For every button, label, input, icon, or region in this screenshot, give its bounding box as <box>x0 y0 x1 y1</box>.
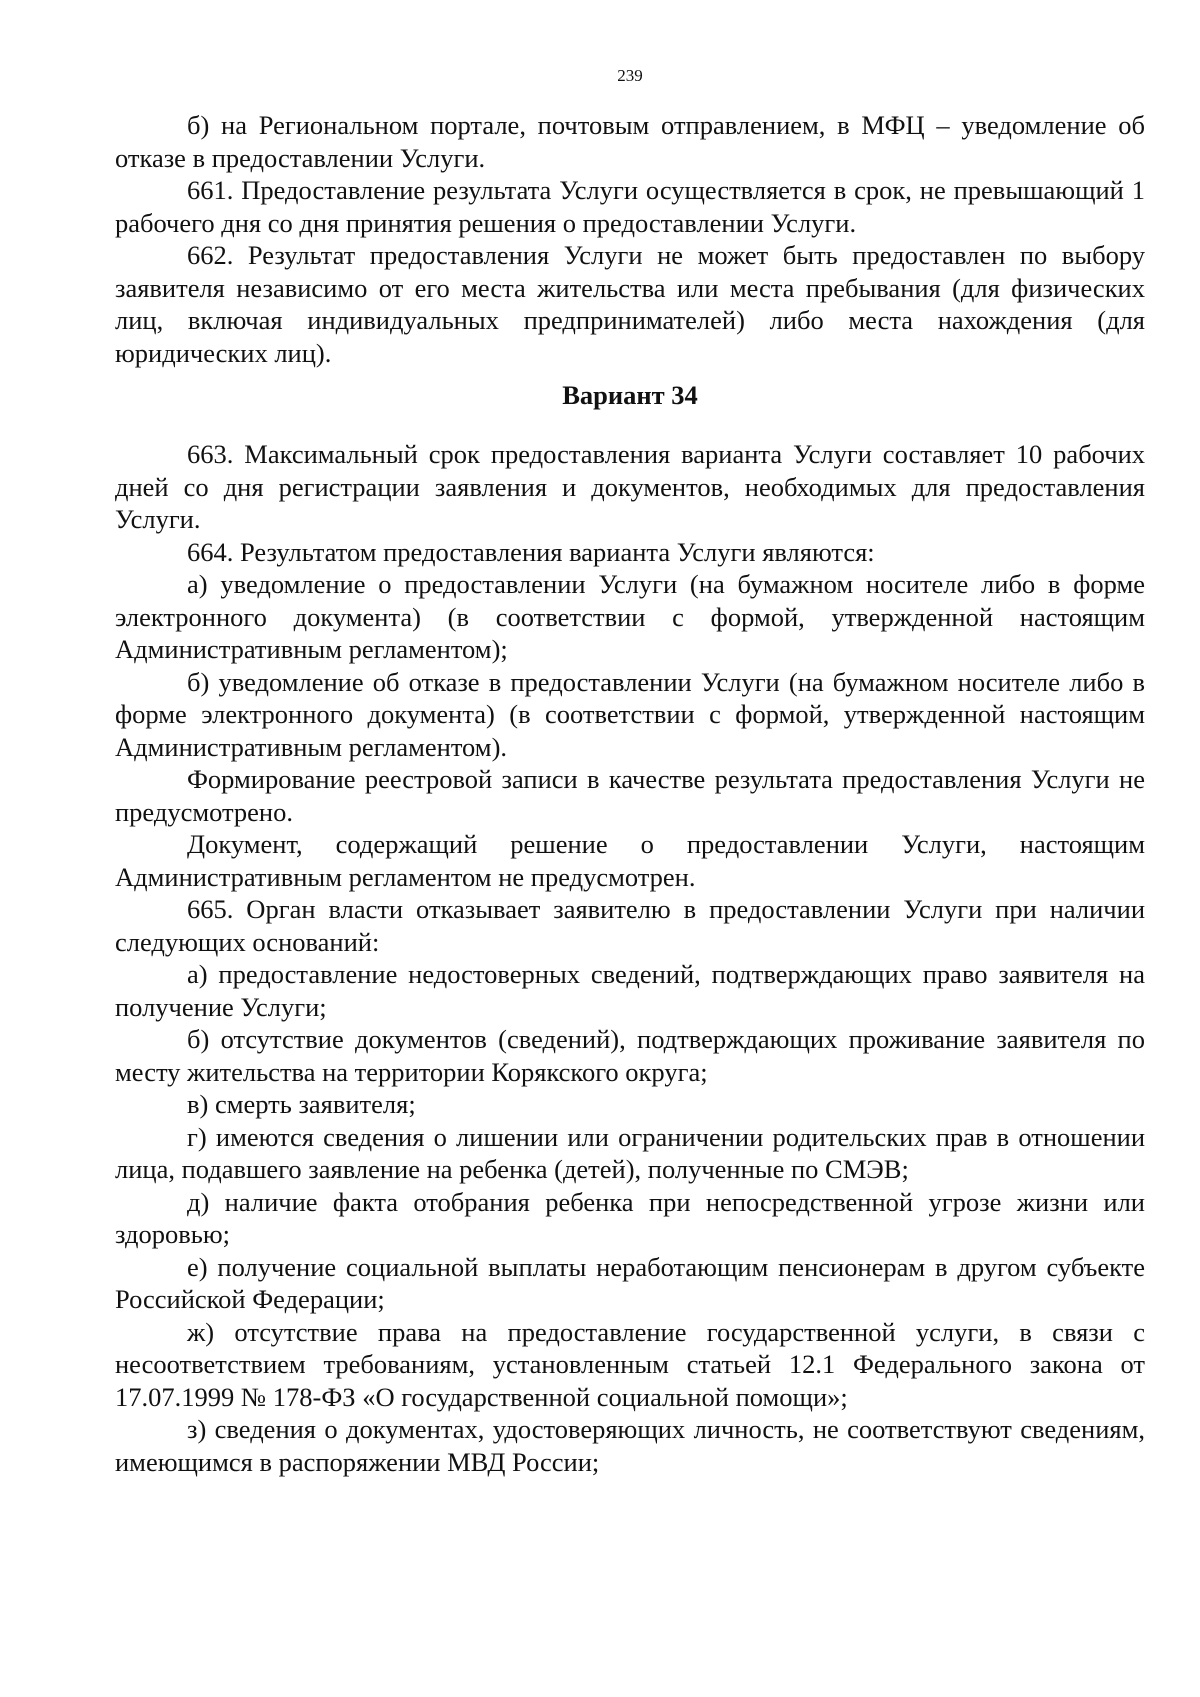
paragraph: з) сведения о документах, удостоверяющих личность, не соответствуют сведениям, имеющимся в распоряжении МВД России; <box>115 1414 1145 1477</box>
paragraph: 661. Предоставление результата Услуги осуществляется в срок, не превышающий 1 рабочего дня со дня принятия решения о предоставлении Услуги. <box>115 175 1145 238</box>
paragraph: а) уведомление о предоставлении Услуги (на бумажном носителе либо в форме электронного документа) (в соответствии с формой, утвержденной настоящим Административным регламентом); <box>115 569 1145 664</box>
section-after-heading <box>115 438 1145 1478</box>
paragraph: г) имеются сведения о лишении или ограничении родительских прав в отношении лица, подавшего заявление на ребенка (детей), полученные по СМЭВ; <box>115 1121 1145 1184</box>
paragraph: в) смерть заявителя; <box>187 1089 416 1119</box>
paragraph: Документ, содержащий решение о предоставлении Услуги, настоящим Административным регламентом не предусмотрен. <box>115 829 1145 892</box>
paragraph: е) получение социальной выплаты неработающим пенсионерам в другом субъекте Российской Федерации; <box>115 1251 1145 1314</box>
page-number: 239 <box>617 66 643 85</box>
paragraph: 663. Максимальный срок предоставления варианта Услуги составляет 10 рабочих дней со дня регистрации заявления и документов, необходимых для предоставления Услуги. <box>115 439 1145 534</box>
paragraph: 664. Результатом предоставления варианта Услуги являются: <box>187 536 875 567</box>
section-before-heading <box>115 109 1145 369</box>
paragraph: Формирование реестровой записи в качестве результата предоставления Услуги не предусмотрено. <box>115 764 1145 827</box>
paragraph: д) наличие факта отобрания ребенка при непосредственной угрозе жизни или здоровью; <box>115 1186 1145 1249</box>
section-heading: Вариант 34 <box>562 380 698 410</box>
paragraph: а) предоставление недостоверных сведений, подтверждающих право заявителя на получение Услуги; <box>115 959 1145 1022</box>
paragraph: 662. Результат предоставления Услуги не может быть предоставлен по выбору заявителя независимо от его места жительства или места пребывания (для физических лиц, включая индивидуальных предпринимателей) либо места нахождения (для юридических лиц). <box>115 240 1145 368</box>
paragraph: 665. Орган власти отказывает заявителю в предоставлении Услуги при наличии следующих оснований: <box>115 894 1145 957</box>
paragraph: ж) отсутствие права на предоставление государственной услуги, в связи с несоответствием требованиям, установленным статьей 12.1 Федерального закона от 17.07.1999 № 178-ФЗ «О государственной социальной помощи»; <box>115 1316 1145 1412</box>
paragraph: б) отсутствие документов (сведений), подтверждающих проживание заявителя по месту жительства на территории Корякского округа; <box>115 1024 1145 1087</box>
paragraph: б) уведомление об отказе в предоставлении Услуги (на бумажном носителе либо в форме электронного документа) (в соответствии с формой, утвержденной настоящим Административным регламентом). <box>115 666 1145 762</box>
paragraph: б) на Региональном портале, почтовым отправлением, в МФЦ – уведомление об отказе в предоставлении Услуги. <box>115 110 1145 173</box>
